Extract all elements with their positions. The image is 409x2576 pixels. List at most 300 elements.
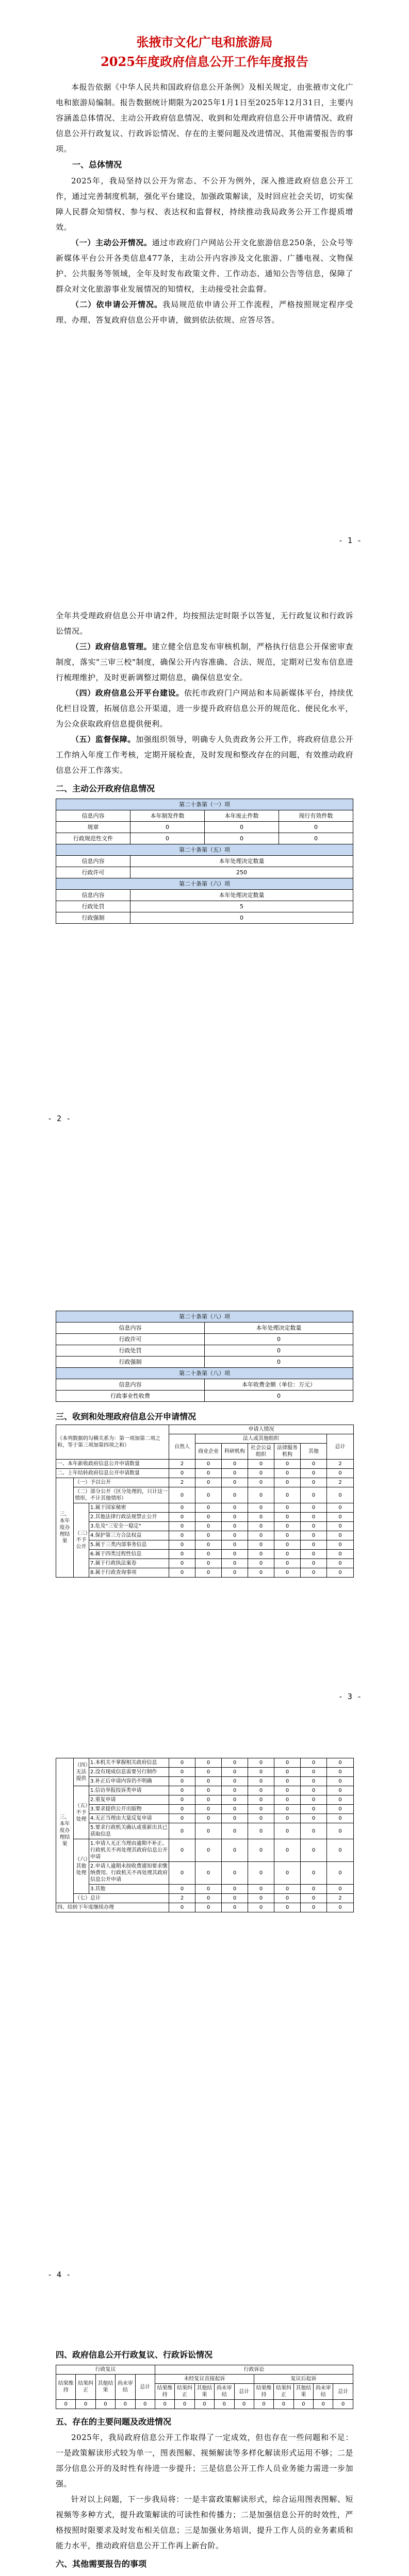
table-cell: 0 xyxy=(248,1522,274,1531)
table-cell: 0 xyxy=(222,1795,248,1805)
table-cell: 0 xyxy=(222,1522,248,1531)
table-cell: 0 xyxy=(175,2400,194,2409)
column-header: 其他 xyxy=(301,1444,327,1460)
row-label: 1.属于国家秘密 xyxy=(89,1503,169,1513)
column-header: 总计 xyxy=(327,1434,354,1460)
column-header: 法律服务机构 xyxy=(274,1444,301,1460)
table-cell: 0 xyxy=(195,1862,222,1885)
table-cell: 0 xyxy=(248,1885,274,1894)
section-heading-overview: 一、总体情况 xyxy=(72,160,122,170)
table-cell: 0 xyxy=(195,1903,222,1912)
page-5 xyxy=(0,2312,409,2576)
column-header: 现行有效件数 xyxy=(279,810,353,822)
table-cell: 0 xyxy=(248,1894,274,1903)
table-cell: 0 xyxy=(274,1460,301,1469)
table-cell: 0 xyxy=(274,1469,301,1478)
row-label: 1.申请人无正当理由逾期不补正、行政机关不再处理其政府信息公开申请 xyxy=(89,1839,169,1862)
table-header: 第二十条第（六）项 xyxy=(56,878,353,890)
table-cell: 0 xyxy=(274,1885,301,1894)
table-cell: 0 xyxy=(169,1823,195,1839)
table-cell: 0 xyxy=(169,1758,195,1768)
table-cell: 0 xyxy=(195,1768,222,1777)
table-cell: 行政规范性文件 xyxy=(56,833,130,844)
table-article20-item8 xyxy=(56,1311,353,1402)
table-row xyxy=(56,867,353,878)
column-header: 总计 xyxy=(333,2384,353,2400)
table-cell: 0 xyxy=(195,1531,222,1540)
table-header: 第二十条第（八）项 xyxy=(56,1368,353,1379)
table-cell: 0 xyxy=(169,1795,195,1805)
table-cell: 0 xyxy=(301,1768,327,1777)
column-header: 本年废止件数 xyxy=(205,810,279,822)
table-cell: 0 xyxy=(327,1903,354,1912)
platform-text: 依托市政府门户网站和本局新媒体平台，持续优化栏目设置，拓展信息公开渠道，进一步提升政府信息公开的规范化、便民化水平，为公众获取政府信息提供便利。 xyxy=(56,688,353,728)
table-cell: 0 xyxy=(248,1540,274,1550)
table-cell: 0 xyxy=(254,2400,273,2409)
table-cell: 0 xyxy=(274,1795,301,1805)
table-cell: 0 xyxy=(301,1513,327,1522)
table-row xyxy=(56,1894,354,1903)
table-cell: 0 xyxy=(222,1460,248,1469)
column-header: 结果纠正 xyxy=(274,2384,293,2400)
column-subgroup-header: 未经复议直接起诉 xyxy=(155,2375,254,2384)
column-header: 信息内容 xyxy=(56,890,130,901)
active-disclosure-lead: （一）主动公开情况。 xyxy=(71,238,152,247)
page-number: - 3 - xyxy=(338,1692,362,1701)
table-cell: 0 xyxy=(195,1487,222,1503)
column-header: 结果维持 xyxy=(155,2384,174,2400)
table-cell: 0 xyxy=(327,1885,354,1894)
info-management-paragraph xyxy=(56,639,353,685)
row-label: 3.补正后申请内容仍不明确 xyxy=(89,1777,169,1786)
platform-paragraph xyxy=(56,685,353,732)
table-row xyxy=(56,1795,354,1805)
table-cell: 0 xyxy=(327,1786,354,1795)
table-cell: 0 xyxy=(222,1814,248,1823)
row-label: 8.属于行政查询事项 xyxy=(89,1568,169,1578)
row-label: （七）总计 xyxy=(74,1894,169,1903)
row-label: 6.属于四类过程性信息 xyxy=(89,1550,169,1559)
table-cell: 0 xyxy=(301,1795,327,1805)
table-cell: 0 xyxy=(274,1513,301,1522)
row-label: 1.本机关不掌握相关政府信息 xyxy=(89,1758,169,1768)
table-review-litigation xyxy=(56,2365,353,2409)
table-cell: 0 xyxy=(222,1768,248,1777)
table-cell: 0 xyxy=(169,1503,195,1513)
table-cell: 0 xyxy=(169,1786,195,1795)
row-label: 1.信访举报投诉类申请 xyxy=(89,1786,169,1795)
table-cell: 0 xyxy=(248,1814,274,1823)
table-cell: 0 xyxy=(301,1885,327,1894)
table-cell: 0 xyxy=(327,1862,354,1885)
row-label: 5.要求行政机关确认或重新出具已获取信息 xyxy=(89,1823,169,1839)
table-cell: 0 xyxy=(169,1559,195,1568)
column-header: 总计 xyxy=(234,2384,254,2400)
table-row xyxy=(56,1862,354,1885)
table-cell: 0 xyxy=(301,1522,327,1531)
table-cell: 0 xyxy=(301,1758,327,1768)
column-group-header: 行政诉讼 xyxy=(155,2365,353,2375)
table-cell: 0 xyxy=(301,1894,327,1903)
table-cell: 0 xyxy=(301,1786,327,1795)
column-header: 本年处理决定数量 xyxy=(130,890,353,901)
table-cell: 0 xyxy=(194,2400,214,2409)
table-cell: 0 xyxy=(248,1903,274,1912)
column-header: 自然人 xyxy=(169,1434,195,1460)
table-row xyxy=(56,1559,354,1568)
table-cell: 0 xyxy=(195,1513,222,1522)
column-header: 其他结果 xyxy=(95,2375,115,2400)
request-disclosure-text: 我局规范依申请公开工作流程，严格按照规定程序受理、办理、答复政府信息公开申请，做到依法依规、应答尽答。 xyxy=(56,300,353,325)
section-heading-other: 六、其他需要报告的事项 xyxy=(56,2559,147,2569)
table-cell: 0 xyxy=(293,2400,313,2409)
table-row xyxy=(56,1568,354,1578)
table-cell: 0 xyxy=(248,1768,274,1777)
table-cell: 0 xyxy=(222,1758,248,1768)
table-cell: 0 xyxy=(169,1777,195,1786)
table-header: 第二十条第（一）项 xyxy=(56,799,353,810)
table-cell: 0 xyxy=(327,1522,354,1531)
table-requests-continued xyxy=(56,1758,354,1912)
table-cell: 0 xyxy=(169,1903,195,1912)
table-row xyxy=(56,1469,354,1478)
page-number: - 1 - xyxy=(338,536,362,545)
section-heading-active: 二、主动公开政府信息情况 xyxy=(56,784,155,793)
row-group-label: 三、本年度办理结果 xyxy=(56,1758,74,1903)
table-cell: 0 xyxy=(195,1522,222,1531)
supervision-text: 加强组织领导，明确专人负责政务公开工作，将政府信息公开工作纳入年度工作考核，定期开展检查，及时发现和整改存在的问题，有效推动政府信息公开工作落实。 xyxy=(56,735,353,775)
table-row xyxy=(56,1478,354,1487)
table-cell: 0 xyxy=(169,1839,195,1862)
table-cell: 0 xyxy=(222,1559,248,1568)
table-cell: 0 xyxy=(274,1814,301,1823)
table-cell: 0 xyxy=(327,1814,354,1823)
table-cell: 0 xyxy=(248,1823,274,1839)
supervision-paragraph xyxy=(56,732,353,778)
table-cell: 0 xyxy=(248,1758,274,1768)
table-cell: 0 xyxy=(130,833,205,844)
doc-title-line2: 2025年度政府信息公开工作年度报告 xyxy=(101,54,308,69)
row-label: 二、上年结转政府信息公开申请数量 xyxy=(56,1469,169,1478)
row-label: 5.属于三类内部事务信息 xyxy=(89,1540,169,1550)
table-cell: 行政许可 xyxy=(56,1334,205,1345)
table-cell: 0 xyxy=(169,1540,195,1550)
table-cell: 0 xyxy=(222,1487,248,1503)
table-cell: 0 xyxy=(222,1550,248,1559)
table-cell: 0 xyxy=(248,1786,274,1795)
table-cell: 0 xyxy=(327,1487,354,1503)
column-subgroup-header: 法人或其他组织 xyxy=(195,1434,327,1444)
table-cell: 0 xyxy=(327,1469,354,1478)
table-cell: 0 xyxy=(169,1550,195,1559)
request-disclosure-paragraph xyxy=(56,297,353,328)
table-cell: 0 xyxy=(301,1559,327,1568)
table-cell: 0 xyxy=(274,1478,301,1487)
table-cell: 0 xyxy=(333,2400,353,2409)
column-header: 科研机构 xyxy=(222,1444,248,1460)
active-disclosure-paragraph xyxy=(56,235,353,297)
table-row xyxy=(56,822,353,833)
table-cell: 0 xyxy=(274,1786,301,1795)
table-cell: 0 xyxy=(301,1540,327,1550)
table-row xyxy=(56,1758,354,1768)
table-cell: 0 xyxy=(274,1568,301,1578)
table-cell: 0 xyxy=(95,2400,115,2409)
table-cell: 0 xyxy=(301,1478,327,1487)
table-cell: 0 xyxy=(169,1522,195,1531)
table-cell: 0 xyxy=(248,1503,274,1513)
table-row xyxy=(56,912,353,924)
table-cell: 0 xyxy=(215,2400,234,2409)
table-cell: 0 xyxy=(327,1559,354,1568)
table-cell: 0 xyxy=(222,1503,248,1513)
column-header: 信息内容 xyxy=(56,1323,205,1334)
table-row xyxy=(56,1823,354,1839)
table-cell: 0 xyxy=(195,1814,222,1823)
table-cell: 0 xyxy=(327,1531,354,1540)
table-cell: 0 xyxy=(234,2400,254,2409)
table-cell: 0 xyxy=(195,1805,222,1814)
table-cell: 0 xyxy=(195,1469,222,1478)
table-row xyxy=(56,1531,354,1540)
table-cell: 0 xyxy=(169,1805,195,1814)
table-cell: 0 xyxy=(222,1568,248,1578)
table-cell: 0 xyxy=(301,1814,327,1823)
row-label: 2.其他法律行政法规禁止公开 xyxy=(89,1513,169,1522)
improvement-paragraph: 针对以上问题，下一步我局将：一是丰富政策解读形式，综合运用图表图解、短视频等多种方式，提升政策解读的可读性和传播力；二是加强信息公开的时效性，严格按照时限要求及时发布相关信息；三是加强业务培训，提升工作人员的业务素质和能力水平，推动政府信息公开工作再上新台阶。 xyxy=(56,2495,353,2550)
page-number: - 2 - xyxy=(47,1114,71,1123)
table-cell: 0 xyxy=(195,1823,222,1839)
table-cell: 2 xyxy=(327,1478,354,1487)
table-row xyxy=(56,1503,354,1513)
table-cell: 行政强制 xyxy=(56,1357,205,1368)
table-cell: 0 xyxy=(248,1795,274,1805)
table-cell: 0 xyxy=(274,1550,301,1559)
table-cell: 0 xyxy=(205,1345,353,1357)
table-cell: 0 xyxy=(56,2400,76,2409)
request-disclosure-lead: （二）依申请公开情况。 xyxy=(71,300,163,309)
column-header: 尚未审结 xyxy=(116,2375,135,2400)
page-3 xyxy=(0,1156,409,1734)
row-label: 3.其他 xyxy=(89,1885,169,1894)
table-cell: 0 xyxy=(195,1559,222,1568)
column-header: 社会公益组织 xyxy=(248,1444,274,1460)
table-cell: 0 xyxy=(248,1513,274,1522)
column-header: 结果维持 xyxy=(56,2375,76,2400)
table-cell: 0 xyxy=(155,2400,174,2409)
table-cell: 0 xyxy=(222,1531,248,1540)
row-subgroup-label: （六）其他处理 xyxy=(74,1839,89,1894)
table-cell: 0 xyxy=(169,1469,195,1478)
table-cell: 行政强制 xyxy=(56,912,130,924)
column-header: 尚未审结 xyxy=(215,2384,234,2400)
table-row xyxy=(56,1839,354,1862)
table-cell: 0 xyxy=(76,2400,95,2409)
problems-paragraph: 2025年，我局政府信息公开工作取得了一定成效，但也存在一些问题和不足：一是政策解读形式较为单一，图表图解、视频解读等多样化解读形式运用不够；二是部分信息公开的及时性有待进一步提升；三是信息公开工作人员业务能力需进一步加强。 xyxy=(56,2433,353,2488)
table-cell: 行政许可 xyxy=(56,867,130,878)
column-subgroup-header: 复议后起诉 xyxy=(254,2375,353,2384)
table-cell: 0 xyxy=(222,1894,248,1903)
column-header: 本年收费金额（单位：万元） xyxy=(205,1379,353,1391)
table-cell: 0 xyxy=(327,1795,354,1805)
active-disclosure-text: 通过市政府门户网站公开文化旅游信息250条，公众号等新媒体平台公开各类信息477条，主动公开内容涉及文化旅游、广播电视、文物保护、公共服务等领域，全年及时发布政策文件、工作动态、通知公告等信息，保障了群众对文化旅游事业发展情况的知情权，主动接受社会监督。 xyxy=(56,238,353,294)
table-cell: 0 xyxy=(222,1478,248,1487)
table-cell: 0 xyxy=(327,1540,354,1550)
table-row xyxy=(56,1814,354,1823)
table-cell: 行政处罚 xyxy=(56,901,130,912)
section-heading-requests: 三、收到和处理政府信息公开申请情况 xyxy=(56,1412,197,1421)
table-cell: 0 xyxy=(116,2400,135,2409)
column-header: 结果纠正 xyxy=(76,2375,95,2400)
table-cell: 0 xyxy=(130,912,353,924)
table-cell: 行政处罚 xyxy=(56,1345,205,1357)
table-cell: 2 xyxy=(327,1460,354,1469)
column-header: 其他结果 xyxy=(194,2384,214,2400)
table-corner-note: （本列数据的勾稽关系为：第一项加第二项之和，等于第三项加第四项之和） xyxy=(56,1425,169,1460)
column-header: 总计 xyxy=(135,2375,155,2400)
table-cell: 0 xyxy=(169,1768,195,1777)
table-cell: 0 xyxy=(274,1862,301,1885)
row-label: （一）予以公开 xyxy=(74,1478,169,1487)
info-management-lead: （三）政府信息管理。 xyxy=(71,642,152,651)
table-cell: 0 xyxy=(327,1768,354,1777)
table-cell: 0 xyxy=(301,1469,327,1478)
table-cell: 0 xyxy=(222,1903,248,1912)
table-row xyxy=(56,1345,353,1357)
table-cell: 0 xyxy=(301,1568,327,1578)
table-cell: 0 xyxy=(169,1513,195,1522)
table-cell: 0 xyxy=(274,1805,301,1814)
table-article20-item1 xyxy=(56,799,353,924)
table-cell: 0 xyxy=(222,1786,248,1795)
table-cell: 0 xyxy=(274,1540,301,1550)
page-2 xyxy=(0,578,409,1156)
table-cell: 0 xyxy=(222,1839,248,1862)
table-row xyxy=(56,1903,354,1912)
table-cell: 0 xyxy=(205,1334,353,1345)
table-row xyxy=(56,1786,354,1795)
table-cell: 0 xyxy=(301,1777,327,1786)
table-cell: 0 xyxy=(169,1568,195,1578)
table-cell: 0 xyxy=(274,1758,301,1768)
table-requests xyxy=(56,1425,354,1578)
table-row xyxy=(56,1460,354,1469)
table-cell: 0 xyxy=(274,1559,301,1568)
platform-lead: （四）政府信息公开平台建设。 xyxy=(71,688,184,698)
row-label: 3.危及"三安全一稳定" xyxy=(89,1522,169,1531)
row-label: （二）部分公开（区分处理的，只计这一情形，不计其他情形） xyxy=(74,1487,169,1503)
table-cell: 0 xyxy=(195,1758,222,1768)
table-cell: 0 xyxy=(301,1487,327,1503)
table-cell: 0 xyxy=(195,1786,222,1795)
table-cell: 0 xyxy=(248,1531,274,1540)
info-management-text: 建立健全信息发布审核机制，严格执行信息公开保密审查制度，落实"三审三校"制度，确保公开内容准确、合法、规范，定期对已发布信息进行梳理维护，及时更新调整过期信息，确保信息安全。 xyxy=(56,642,353,682)
table-cell: 行政事业性收费 xyxy=(56,1391,205,1402)
table-cell: 0 xyxy=(301,1862,327,1885)
table-cell: 0 xyxy=(222,1805,248,1814)
column-header: 本年处理决定数量 xyxy=(205,1323,353,1334)
table-cell: 0 xyxy=(222,1469,248,1478)
table-cell: 0 xyxy=(248,1469,274,1478)
table-cell: 0 xyxy=(327,1513,354,1522)
table-cell: 0 xyxy=(169,1531,195,1540)
row-label: 2.重复申请 xyxy=(89,1795,169,1805)
supervision-lead: （五）监督保障。 xyxy=(71,735,136,744)
row-group-label: 三、本年度办理结果 xyxy=(56,1478,74,1578)
table-cell: 2 xyxy=(169,1460,195,1469)
row-label: 2.没有现成信息需要另行制作 xyxy=(89,1768,169,1777)
column-header: 商业企业 xyxy=(195,1444,222,1460)
column-group-header: 行政复议 xyxy=(56,2365,155,2375)
table-cell: 0 xyxy=(301,1805,327,1814)
table-cell: 0 xyxy=(169,1885,195,1894)
table-row xyxy=(56,901,353,912)
row-label: 3.要求提供公开出版物 xyxy=(89,1805,169,1814)
table-cell: 2 xyxy=(169,1894,195,1903)
table-row xyxy=(56,1487,354,1503)
table-cell: 0 xyxy=(274,1777,301,1786)
row-label: 4.保护第三方合法权益 xyxy=(89,1531,169,1540)
page-4 xyxy=(0,1734,409,2312)
table-cell: 0 xyxy=(195,1503,222,1513)
table-row xyxy=(56,1768,354,1777)
column-group-header: 申请人情况 xyxy=(169,1425,354,1434)
intro-paragraph: 本报告依据《中华人民共和国政府信息公开条例》及相关规定，由张掖市文化广电和旅游局编制。报告数据统计期限为2025年1月1日至2025年12月31日，主要内容涵盖总体情况、主动公开政府信息情况、收到和处理政府信息公开申请情况、政府信息公开行政复议、行政诉讼情况、存在的主要问题及改进情况、其他需要报告的事项。 xyxy=(56,82,353,154)
row-subgroup-label: （四）无法提供 xyxy=(74,1758,89,1786)
table-cell: 0 xyxy=(195,1777,222,1786)
table-cell: 0 xyxy=(248,1839,274,1862)
table-cell: 0 xyxy=(301,1531,327,1540)
table-cell: 0 xyxy=(195,1540,222,1550)
table-cell: 0 xyxy=(248,1478,274,1487)
table-cell: 0 xyxy=(205,1357,353,1368)
table-cell: 0 xyxy=(327,1550,354,1559)
table-cell: 0 xyxy=(274,1487,301,1503)
table-cell: 0 xyxy=(248,1777,274,1786)
table-row xyxy=(56,1885,354,1894)
table-cell: 0 xyxy=(327,1758,354,1768)
table-cell: 0 xyxy=(327,1568,354,1578)
table-cell: 0 xyxy=(135,2400,155,2409)
table-cell: 0 xyxy=(222,1823,248,1839)
table-cell: 0 xyxy=(169,1862,195,1885)
table-cell: 5 xyxy=(130,901,353,912)
table-cell: 0 xyxy=(248,1460,274,1469)
table-cell: 0 xyxy=(195,1885,222,1894)
table-cell: 0 xyxy=(274,2400,293,2409)
table-row xyxy=(56,1805,354,1814)
table-cell: 0 xyxy=(205,822,279,833)
page-1 xyxy=(0,0,409,578)
table-row xyxy=(56,1357,353,1368)
column-header: 本年制发件数 xyxy=(130,810,205,822)
table-cell: 0 xyxy=(195,1460,222,1469)
table-cell: 0 xyxy=(301,1550,327,1559)
table-cell: 0 xyxy=(130,822,205,833)
table-cell: 250 xyxy=(130,867,353,878)
table-cell: 0 xyxy=(195,1550,222,1559)
table-cell: 2 xyxy=(327,1894,354,1903)
table-cell: 0 xyxy=(327,1823,354,1839)
row-label: 7.属于行政执法案卷 xyxy=(89,1559,169,1568)
table-cell: 0 xyxy=(195,1795,222,1805)
table-row xyxy=(56,1550,354,1559)
table-cell: 0 xyxy=(222,1862,248,1885)
page-number: - 4 - xyxy=(47,2270,71,2279)
column-header: 其他结果 xyxy=(293,2384,313,2400)
table-cell: 0 xyxy=(248,1568,274,1578)
table-cell: 0 xyxy=(274,1839,301,1862)
